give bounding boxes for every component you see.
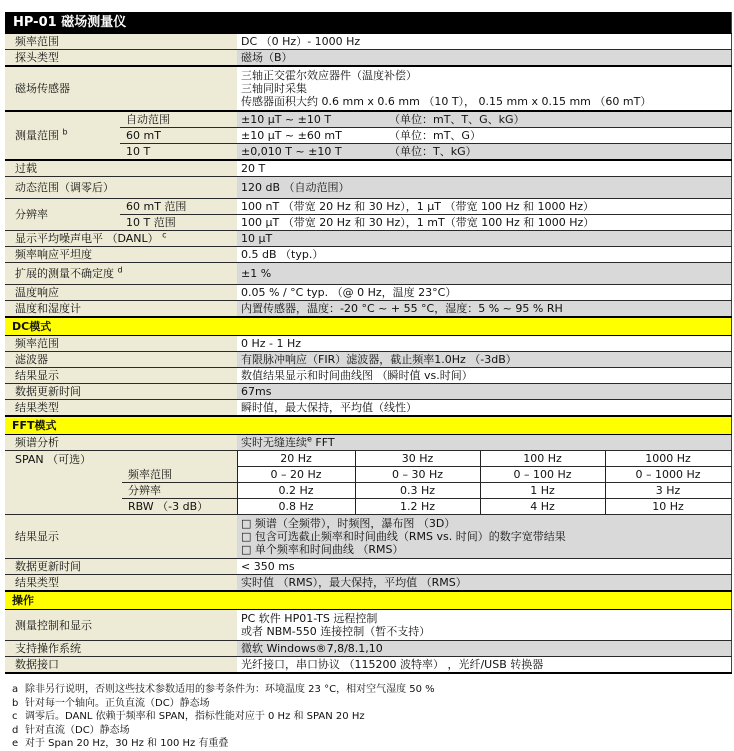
- table-row: [5, 160, 731, 177]
- spec-label: 频率响应平坦度: [5, 247, 237, 263]
- table-row: [5, 34, 731, 50]
- spec-value: 微软 Windows®7,8/8.1,10: [237, 641, 731, 657]
- footnote-ref-d: d: [117, 265, 123, 275]
- section-title: 操作: [5, 591, 731, 610]
- result-bullet: □ 频谱（全频带），时频图，瀑布图 （3D）: [241, 517, 456, 530]
- table-row: [5, 657, 731, 674]
- section-title: FFT模式: [5, 416, 731, 435]
- spec-value: 光纤接口，串口协议 （115200 波特率） ，光纤/USB 转换器: [237, 657, 731, 674]
- spec-label: 数据接口: [5, 657, 237, 674]
- section-header-fft: [5, 416, 731, 435]
- table-row: [5, 66, 731, 111]
- span-cell: 0.3 Hz: [355, 483, 480, 499]
- footnote-ref-e: e: [307, 434, 312, 444]
- spec-label: 过载: [5, 160, 237, 177]
- section-title: DC模式: [5, 317, 731, 336]
- table-row: [5, 641, 731, 657]
- table-row: [5, 336, 731, 352]
- footnote-key: b: [12, 697, 19, 709]
- spec-value: [237, 610, 731, 641]
- span-cell: 0.2 Hz: [237, 483, 355, 499]
- span-cell: 3 Hz: [605, 483, 731, 499]
- span-cell: 0 – 30 Hz: [355, 467, 480, 483]
- footnote-key: e: [12, 738, 19, 749]
- spec-label: 结果显示: [5, 515, 237, 559]
- spec-label: 扩展的测量不确定度 $^d$: [5, 263, 237, 285]
- span-sublabel: RBW （-3 dB）: [122, 499, 237, 515]
- spec-value: 实时值 （RMS），最大保持，平均值 （RMS）: [237, 575, 731, 592]
- footnote-ref-c: c: [162, 230, 167, 240]
- footnotes: [9, 683, 731, 751]
- spec-value: 100 nT （带宽 20 Hz 和 30 Hz），1 µT （带宽 100 Hz 和 1000 Hz）: [237, 199, 731, 215]
- spec-label: 频率范围: [5, 336, 237, 352]
- spec-value: 20 T: [237, 160, 731, 177]
- spec-label: 磁场传感器: [5, 66, 237, 111]
- spec-value: 0 Hz - 1 Hz: [237, 336, 731, 352]
- spec-label: 动态范围（调零后）: [5, 177, 237, 199]
- spec-value: 有限脉冲响应（FIR）滤波器，截止频率1.0Hz （-3dB）: [237, 352, 731, 368]
- spec-label: 温度响应: [5, 285, 237, 301]
- spec-label: 温度和湿度计: [5, 301, 237, 318]
- spec-label: 支持操作系统: [5, 641, 237, 657]
- span-col-header: 20 Hz: [237, 451, 355, 467]
- spec-value: 0.05 % / °C typ. （@ 0 Hz，温度 23°C）: [237, 285, 731, 301]
- spec-value: [237, 66, 731, 111]
- span-cell: 0 – 100 Hz: [480, 467, 605, 483]
- spec-value: 磁场（B）: [237, 50, 731, 67]
- sensor-line-1: 三轴正交霍尔效应器件（温度补偿）: [241, 69, 417, 82]
- control-line-2: 或者 NBM-550 连接控制（暂不支持）: [241, 625, 431, 638]
- spec-label: 结果类型: [5, 400, 237, 417]
- spec-sublabel: 10 T 范围: [120, 215, 237, 231]
- spec-label: 频谱分析: [5, 435, 237, 451]
- table-row: [5, 50, 731, 67]
- span-col-header: 1000 Hz: [605, 451, 731, 467]
- spec-value: ±0,010 T ~ ±10 T （单位：T、kG）: [237, 144, 731, 161]
- span-cell: 1 Hz: [480, 483, 605, 499]
- table-row: [5, 515, 731, 559]
- sensor-line-3: 传感器面积大约 0.6 mm x 0.6 mm （10 T）， 0.15 mm x 0.15 mm （60 mT）: [241, 95, 652, 108]
- footnote-text: 针对直流（DC）静态场: [25, 724, 130, 736]
- spec-label: 结果类型: [5, 575, 237, 592]
- spec-value: 0.5 dB （typ.）: [237, 247, 731, 263]
- footnote-key: d: [12, 724, 19, 736]
- table-row: [5, 111, 731, 128]
- spec-sublabel: 自动范围: [120, 111, 237, 128]
- span-col-header: 100 Hz: [480, 451, 605, 467]
- footnote-text: 调零后。DANL 依赖于频率和 SPAN，指标性能对应于 0 Hz 和 SPAN 20 Hz: [25, 711, 365, 722]
- spec-label: 测量控制和显示: [5, 610, 237, 641]
- footnote-key: c: [12, 711, 18, 722]
- spec-label: 测量范围 $^b$: [5, 111, 120, 160]
- footnote: [9, 710, 731, 724]
- span-col-header: 30 Hz: [355, 451, 480, 467]
- spec-value: [237, 515, 731, 559]
- spec-label: 滤波器: [5, 352, 237, 368]
- span-cell: 4 Hz: [480, 499, 605, 515]
- table-row: [5, 247, 731, 263]
- table-row: [5, 263, 731, 285]
- table-row: [5, 285, 731, 301]
- spec-value: DC （0 Hz）- 1000 Hz: [237, 34, 731, 50]
- table-row: [5, 352, 731, 368]
- section-header-dc: [5, 317, 731, 336]
- table-row: [5, 231, 731, 247]
- spec-label: 频率范围: [5, 34, 237, 50]
- table-row: [5, 435, 731, 451]
- spec-label: 探头类型: [5, 50, 237, 67]
- spec-value: 数值结果显示和时间曲线图 （瞬时值 vs.时间）: [237, 368, 731, 384]
- span-sublabel: 分辨率: [122, 483, 237, 499]
- spec-value: ±1 %: [237, 263, 731, 285]
- spec-sublabel: 60 mT 范围: [120, 199, 237, 215]
- spec-value: < 350 ms: [237, 559, 731, 575]
- table-row: [5, 610, 731, 641]
- table-row: [5, 575, 731, 592]
- spec-sublabel: 60 mT: [120, 128, 237, 144]
- footnote: [9, 683, 731, 697]
- footnote-text: 除非另行说明，否则这些技术参数适用的参考条件为：环境温度 23 °C，相对空气湿度 50 %: [25, 684, 435, 695]
- spec-value: 100 µT （带宽 20 Hz 和 30 Hz），1 mT（带宽 100 Hz 和 1000 Hz）: [237, 215, 731, 231]
- control-line-1: PC 软件 HP01-TS 远程控制: [241, 612, 378, 625]
- span-cell: 0.8 Hz: [237, 499, 355, 515]
- span-sublabel: 频率范围: [122, 467, 237, 483]
- table-row: [5, 559, 731, 575]
- spec-value: 120 dB （自动范围）: [237, 177, 731, 199]
- span-cell: 0 – 20 Hz: [237, 467, 355, 483]
- spec-label: 数据更新时间: [5, 559, 237, 575]
- footnote: [9, 737, 731, 751]
- result-bullet: □ 包含可选截止频率和时间曲线（RMS vs. 时间）的数字宽带结果: [241, 530, 566, 543]
- spec-value: ±10 µT ~ ±10 T （单位：mT、T、G、kG）: [237, 111, 731, 128]
- footnote: [9, 724, 731, 738]
- footnote: [9, 697, 731, 711]
- spec-table: [5, 12, 732, 674]
- table-row: [5, 451, 731, 467]
- spec-label: 分辨率: [5, 199, 120, 231]
- footnote-text: 对于 Span 20 Hz，30 Hz 和 100 Hz 有重叠: [25, 738, 229, 749]
- spec-value: 实时无缝连续$^e$ FFT: [237, 435, 731, 451]
- table-row: [5, 400, 731, 417]
- spec-value: 10 µT: [237, 231, 731, 247]
- spec-value: 67ms: [237, 384, 731, 400]
- table-row: [5, 384, 731, 400]
- span-cell: 10 Hz: [605, 499, 731, 515]
- spec-label: 数据更新时间: [5, 384, 237, 400]
- table-row: [5, 301, 731, 318]
- footnote-text: 针对每一个轴向。正负直流（DC）静态场: [25, 697, 210, 709]
- footnote-ref-b: b: [62, 127, 68, 137]
- spec-label: 结果显示: [5, 368, 237, 384]
- spec-value: 瞬时值，最大保持，平均值（线性）: [237, 400, 731, 417]
- result-bullet: □ 单个频率和时间曲线 （RMS）: [241, 543, 404, 556]
- spec-sublabel: 10 T: [120, 144, 237, 161]
- span-cell: 1.2 Hz: [355, 499, 480, 515]
- spec-value: 内置传感器，温度：-20 °C ~ + 55 °C，湿度：5 % ~ 95 % RH: [237, 301, 731, 318]
- section-header-operation: [5, 591, 731, 610]
- table-row: [5, 199, 731, 215]
- spec-label: SPAN （可选） 频率范围 分辨率 RBW （-3 dB）: [5, 451, 237, 515]
- spec-label: 显示平均噪声电平 （DANL） $^c$: [5, 231, 237, 247]
- table-row: [5, 177, 731, 199]
- spec-value: ±10 µT ~ ±60 mT （单位：mT、G）: [237, 128, 731, 144]
- page-title: HP-01 磁场测量仪: [5, 12, 731, 34]
- footnote-key: a: [12, 684, 19, 695]
- span-cell: 0 – 1000 Hz: [605, 467, 731, 483]
- sensor-line-2: 三轴同时采集: [241, 82, 307, 95]
- table-row: [5, 368, 731, 384]
- title-row: [5, 12, 731, 34]
